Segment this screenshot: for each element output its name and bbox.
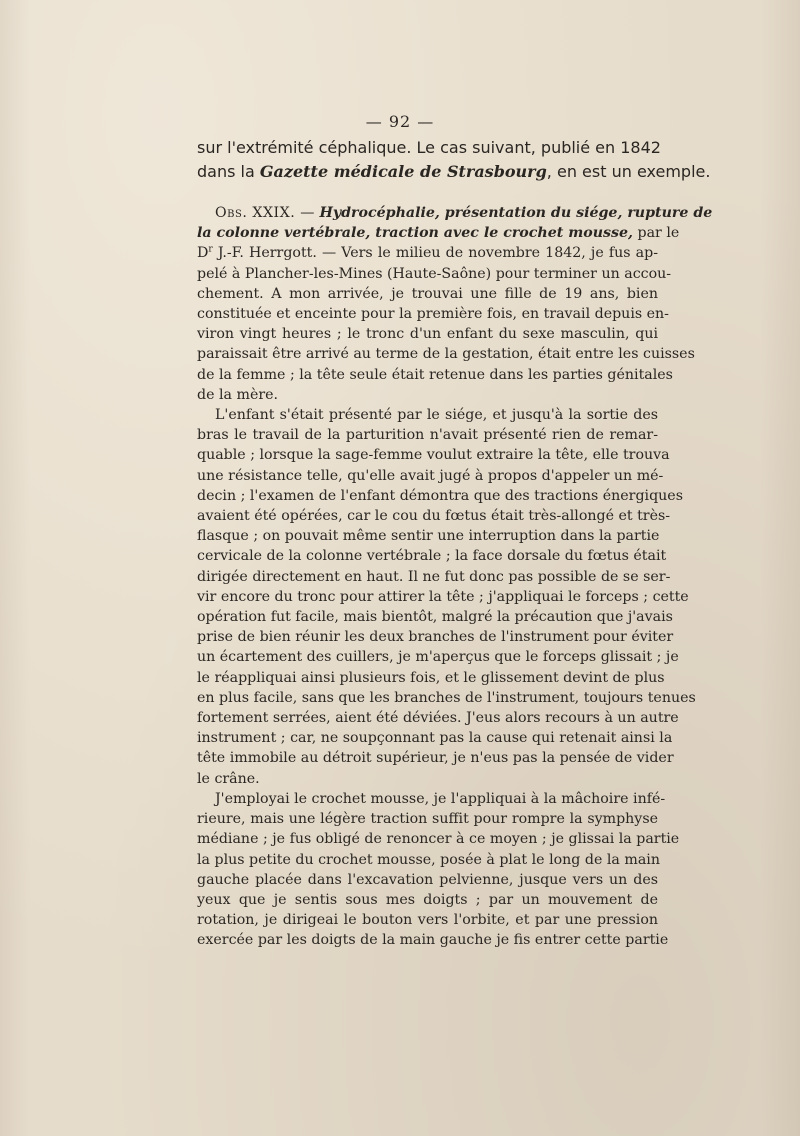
lead-line-2: [197, 160, 711, 184]
paragraph-2-line: le crâne.: [197, 770, 260, 787]
paragraph-2-line: bras le travail de la parturition n'avait présenté rien de remar-: [197, 427, 658, 444]
observation-author-line: [197, 243, 658, 263]
observation-title-after: par le: [632, 225, 680, 242]
paragraph-2-line: cervicale de la colonne vertébrale ; la face dorsale du fœtus était: [197, 548, 667, 565]
paragraph-3-line: médiane ; je fus obligé de renoncer à ce moyen ; je glissai la partie: [197, 831, 680, 848]
lead-line-1: sur l'extrémité céphalique. Le cas suivant, publié en 1842: [197, 138, 661, 157]
paragraph-2-line: L'enfant s'était présenté par le siége, et jusqu'à la sortie des: [215, 407, 658, 424]
paragraph-2-line: quable ; lorsque la sage-femme voulut extraire la tête, elle trouva: [197, 447, 670, 464]
paragraph-1-line: constituée et enceinte pour la première fois, en travail depuis en-: [197, 306, 669, 323]
paragraph-1-line: de la femme ; la tête seule était retenue dans les parties génitales: [197, 366, 673, 383]
paragraph-1-line: viron vingt heures ; le tronc d'un enfant du sexe masculin, qui: [197, 326, 658, 343]
observation-heading-line: [197, 203, 713, 223]
paragraph-2-line: vir encore du tronc pour attirer la tête ; j'appliquai le forceps ; cette: [197, 588, 689, 605]
paragraph-2-line: en plus facile, sans que les branches de l'instrument, toujours tenues: [197, 689, 696, 706]
paragraph-3-line: exercée par les doigts de la main gauche je fis entrer cette partie: [197, 932, 669, 949]
observation-title-part-2: la colonne vertébrale, traction avec le crochet mousse,: [197, 225, 633, 242]
paragraph-2-line: opération fut facile, mais bientôt, malgré la précaution que j'avais: [197, 609, 673, 626]
paragraph-2-line: prise de bien réunir les deux branches de l'instrument pour éviter: [197, 629, 674, 646]
paragraph-3-line: rieure, mais une légère traction suffit pour rompre la symphyse: [197, 811, 658, 828]
paragraph-1-line: paraissait être arrivé au terme de la gestation, était entre les cuisses: [197, 346, 695, 363]
paragraph-2-line: un écartement des cuillers, je m'aperçus que le forceps glissait ; je: [197, 649, 679, 666]
observation-title-line-2: [197, 223, 680, 243]
author-sup: r: [208, 244, 213, 255]
lead-line-2-start: dans la: [197, 162, 260, 181]
paragraph-3-line: la plus petite du crochet mousse, posée à plat le long de la main: [197, 851, 660, 868]
lead-line-2-end: , en est un exemple.: [546, 162, 711, 181]
observation-block: [197, 203, 713, 951]
paragraph-2-line: tête immobile au détroit supérieur, je n'eus pas la pensée de vider: [197, 750, 674, 767]
author-rest: J.-F. Herrgott. — Vers le milieu de novembre 1842, je fus ap-: [212, 245, 658, 262]
author-prefix: D: [197, 245, 209, 262]
page-edge-shadow-left: [0, 0, 30, 1136]
paragraph-2-line: decin ; l'examen de l'enfant démontra que des tractions énergiques: [197, 487, 683, 504]
publication-title: Gazette médicale de Strasbourg: [259, 162, 547, 181]
paragraph-2-line: avaient été opérées, car le cou du fœtus était très-allongé et très-: [197, 508, 671, 525]
paragraph-2-line: flasque ; on pouvait même sentir une interruption dans la partie: [197, 528, 660, 545]
paragraph-3-line: gauche placée dans l'excavation pelvienne, jusque vers un des: [197, 871, 658, 888]
paragraph-2-line: fortement serrées, aient été déviées. J'eus alors recours à un autre: [197, 710, 679, 727]
paragraph-2-line: instrument ; car, ne soupçonnant pas la cause qui retenait ainsi la: [197, 730, 673, 747]
paragraph-3-line: rotation, je dirigeai le bouton vers l'orbite, et par une pression: [197, 912, 658, 929]
paragraph-2-line: dirigée directement en haut. Il ne fut donc pas possible de se ser-: [197, 568, 671, 585]
paragraph-3-line: yeux que je sentis sous mes doigts ; par un mouvement de: [197, 891, 658, 908]
lead-paragraph: [197, 136, 711, 184]
page-edge-shadow-right: [760, 0, 800, 1136]
observation-label: Obs. XXIX. —: [215, 205, 315, 221]
paragraph-1-line: pelé à Plancher-les-Mines (Haute-Saône) pour terminer un accou-: [197, 265, 672, 282]
paragraph-1-line: chement. A mon arrivée, je trouvai une fille de 19 ans, bien: [197, 285, 658, 302]
page-number: — 92 —: [365, 112, 435, 131]
paragraph-2-line: le réappliquai ainsi plusieurs fois, et le glissement devint de plus: [197, 669, 665, 686]
paragraph-2-line: une résistance telle, qu'elle avait jugé à propos d'appeler un mé-: [197, 467, 664, 484]
paragraph-3-line: J'employai le crochet mousse, je l'appliquai à la mâchoire infé-: [215, 790, 666, 807]
paragraph-1-line: de la mère.: [197, 386, 279, 403]
observation-title-part-1: Hydrocéphalie, présentation du siége, rupture de: [319, 205, 713, 221]
